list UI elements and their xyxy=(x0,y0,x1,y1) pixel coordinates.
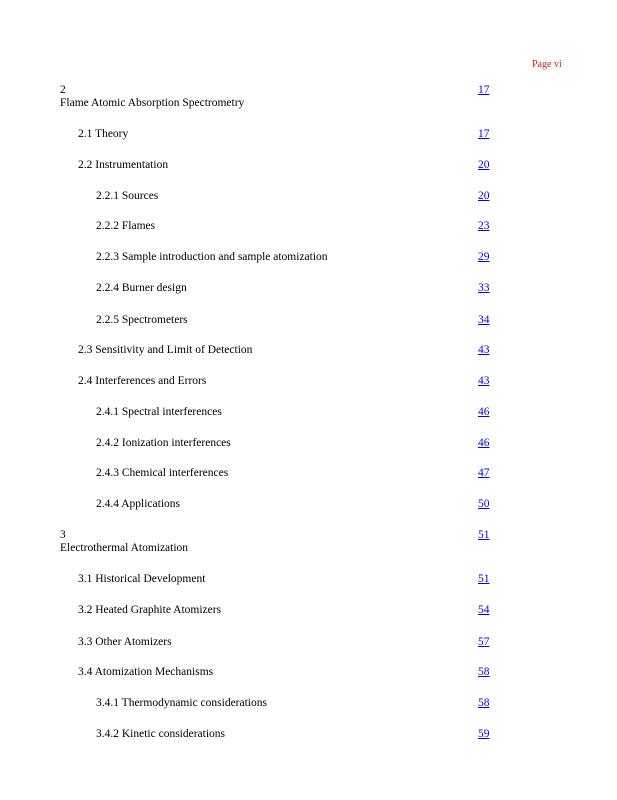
toc-page-link[interactable]: 20 xyxy=(478,190,490,202)
toc-page-link[interactable]: 34 xyxy=(478,314,490,326)
toc-subsection: 3.4.1 Thermodynamic considerations xyxy=(96,697,267,709)
toc-subsection: 2.4.3 Chemical interferences xyxy=(96,467,229,479)
chapter-title: Flame Atomic Absorption Spectrometry xyxy=(60,97,245,109)
toc-section: 2.3 Sensitivity and Limit of Detection xyxy=(78,344,253,356)
page-number-label: Page vi xyxy=(532,59,562,70)
toc-page-link[interactable]: 29 xyxy=(478,251,490,263)
toc-subsection: 2.2.4 Burner design xyxy=(96,282,187,294)
toc-page-link[interactable]: 50 xyxy=(478,498,490,510)
toc-section: 3.4 Atomization Mechanisms xyxy=(78,666,214,678)
toc-page-link[interactable]: 57 xyxy=(478,636,490,648)
toc-page-link[interactable]: 33 xyxy=(478,282,490,294)
toc-page-link[interactable]: 54 xyxy=(478,604,490,616)
chapter-number: 2 xyxy=(60,84,66,96)
toc-page-link[interactable]: 51 xyxy=(478,573,490,585)
chapter-title: Electrothermal Atomization xyxy=(60,542,189,554)
toc-section: 3.2 Heated Graphite Atomizers xyxy=(78,604,222,616)
chapter-number: 3 xyxy=(60,529,66,541)
toc-page-link[interactable]: 17 xyxy=(478,84,490,96)
toc-section: 3.1 Historical Development xyxy=(78,573,206,585)
toc-page-link[interactable]: 58 xyxy=(478,697,490,709)
toc-subsection: 2.4.1 Spectral interferences xyxy=(96,406,222,418)
toc-subsection: 2.2.2 Flames xyxy=(96,220,156,232)
chapter-heading xyxy=(60,529,188,555)
toc-section: 2.1 Theory xyxy=(78,128,129,140)
toc-page-link[interactable]: 46 xyxy=(478,406,490,418)
toc-page-link[interactable]: 43 xyxy=(478,344,490,356)
toc-subsection: 2.2.3 Sample introduction and sample atomization xyxy=(96,251,328,263)
toc-page-link[interactable]: 17 xyxy=(478,128,490,140)
toc-page-link[interactable]: 59 xyxy=(478,728,490,740)
toc-page-link[interactable]: 20 xyxy=(478,159,490,171)
toc-subsection: 2.4.2 Ionization interferences xyxy=(96,437,231,449)
toc-section: 2.4 Interferences and Errors xyxy=(78,375,207,387)
toc-subsection: 3.4.2 Kinetic considerations xyxy=(96,728,226,740)
toc-section: 2.2 Instrumentation xyxy=(78,159,169,171)
toc-page-link[interactable]: 58 xyxy=(478,666,490,678)
toc-subsection: 2.2.5 Spectrometers xyxy=(96,314,188,326)
toc-page-link[interactable]: 43 xyxy=(478,375,490,387)
toc-page-link[interactable]: 23 xyxy=(478,220,490,232)
toc-section: 3.3 Other Atomizers xyxy=(78,636,172,648)
toc-page-link[interactable]: 47 xyxy=(478,467,490,479)
toc-subsection: 2.4.4 Applications xyxy=(96,498,181,510)
toc-subsection: 2.2.1 Sources xyxy=(96,190,159,202)
toc-page-link[interactable]: 51 xyxy=(478,529,490,541)
toc-page-link[interactable]: 46 xyxy=(478,437,490,449)
chapter-heading xyxy=(60,84,244,110)
